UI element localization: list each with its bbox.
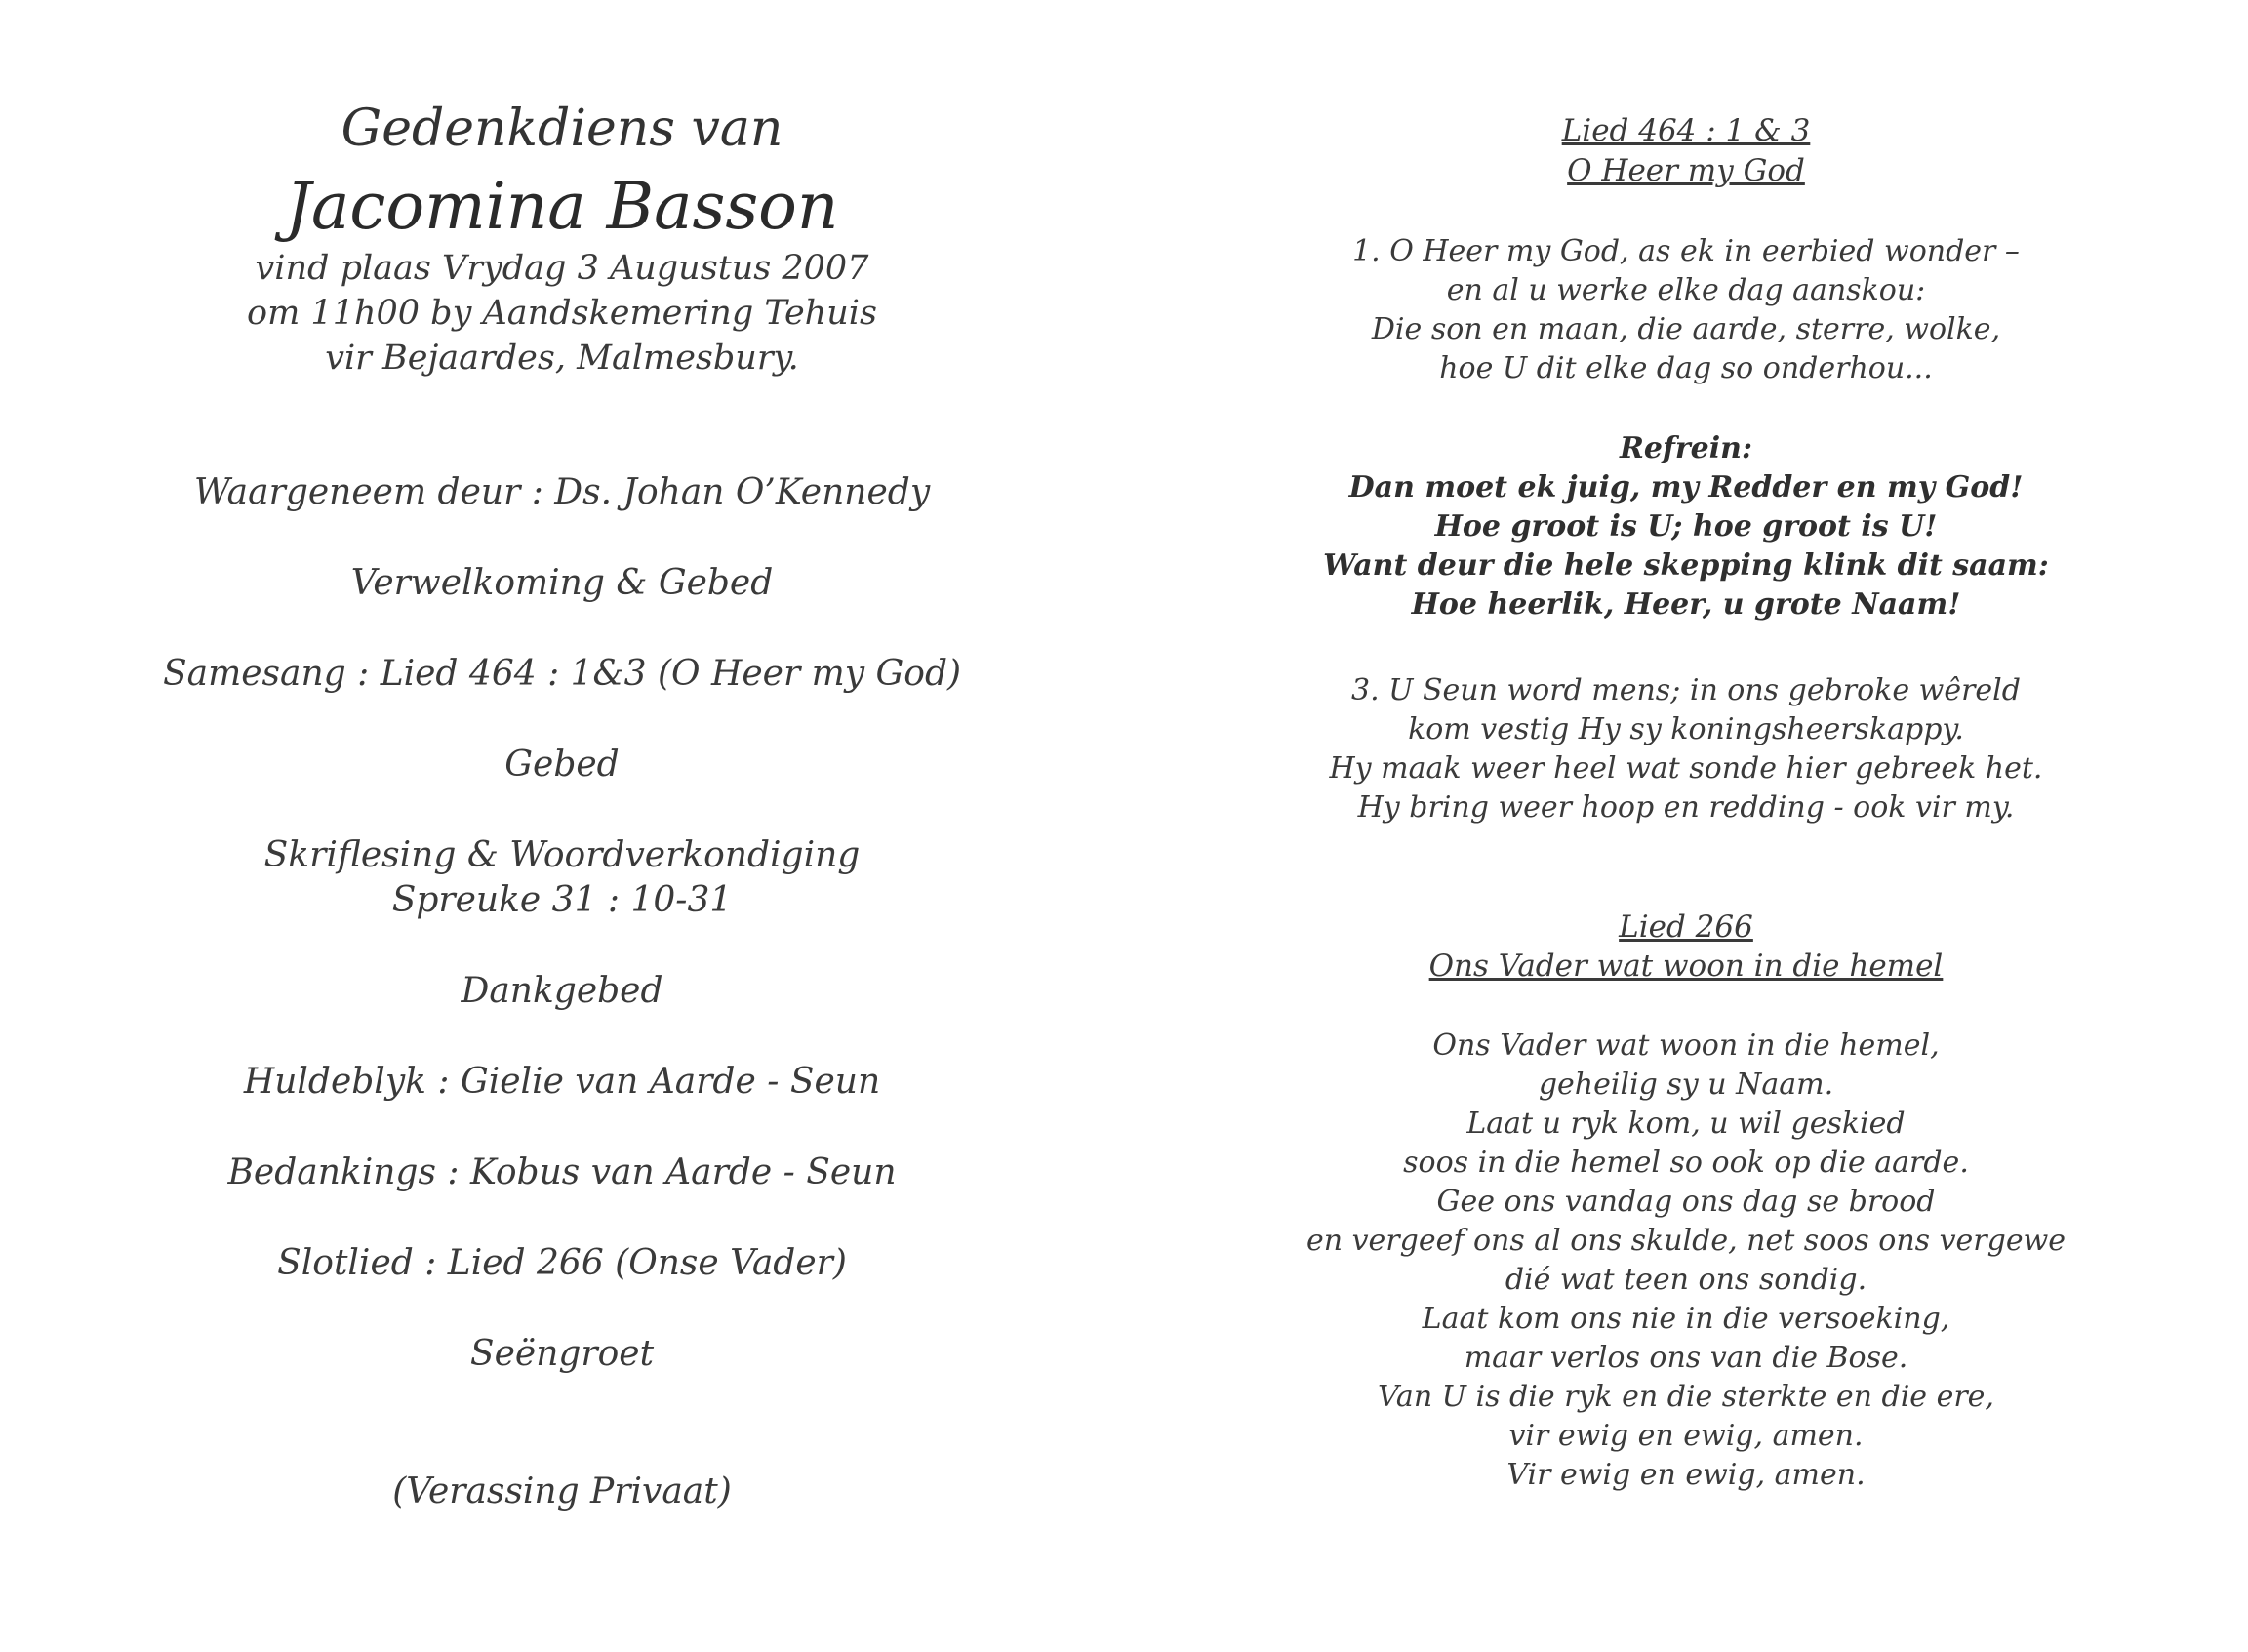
- prayer-line: soos in die hemel so ook op die aarde.: [1403, 1146, 1969, 1180]
- refrain-line: Hoe heerlik, Heer, u grote Naam!: [1411, 587, 1961, 622]
- prayer-line: Ons Vader wat woon in die hemel,: [1432, 1028, 1940, 1063]
- prayer-line: dié wat teen ons sondig.: [1505, 1263, 1867, 1297]
- program-item: Bedankings : Kobus van Aarde - Seun: [227, 1152, 897, 1192]
- program-item: Skriflesing & Woordverkondiging: [263, 835, 861, 875]
- hymn1-number: Lied 464 : 1 & 3: [1561, 113, 1811, 148]
- program-item: Huldeblyk : Gielie van Aarde - Seun: [243, 1062, 881, 1102]
- refrain-line: Dan moet ek juig, my Redder en my God!: [1348, 470, 2024, 504]
- hymn1-title: O Heer my God: [1567, 153, 1805, 188]
- prayer-line: Gee ons vandag ons dag se brood: [1436, 1185, 1936, 1219]
- verse-line: kom vestig Hy sy koningsheerskappy.: [1408, 712, 1964, 746]
- verse-line: 3. U Seun word mens; in ons gebroke wêreld: [1351, 673, 2021, 707]
- prayer-line: Vir ewig en ewig, amen.: [1506, 1458, 1866, 1492]
- hymn2-number: Lied 266: [1619, 909, 1753, 945]
- refrain-line: Want deur die hele skepping klink dit saam:: [1323, 548, 2049, 583]
- prayer-line: Laat u ryk kom, u wil geskied: [1466, 1107, 1906, 1141]
- deceased-name: Jacomina Basson: [285, 169, 839, 244]
- program-item: Dankgebed: [461, 971, 663, 1011]
- hymn2-title: Ons Vader wat woon in die hemel: [1428, 948, 1944, 984]
- verse-line: en al u werke elke dag aanskou:: [1446, 273, 1926, 307]
- verse-line: Hy maak weer heel wat sonde hier gebreek het.: [1329, 751, 2043, 786]
- prayer-line: geheilig sy u Naam.: [1538, 1068, 1834, 1102]
- info-line: vind plaas Vrydag 3 Augustus 2007: [255, 249, 869, 288]
- program-item: Slotlied : Lied 266 (Onse Vader): [277, 1243, 847, 1283]
- info-line: vir Bejaardes, Malmesbury.: [325, 339, 799, 378]
- refrain-line: Hoe groot is U; hoe groot is U!: [1434, 509, 1938, 544]
- prayer-line: vir ewig en ewig, amen.: [1508, 1419, 1864, 1453]
- right-page: [1124, 0, 2248, 1652]
- prayer-line: maar verlos ons van die Bose.: [1464, 1341, 1908, 1375]
- prayer-line: en vergeef ons al ons skulde, net soos ons vergewe: [1305, 1224, 2067, 1258]
- hymn2-text: [1124, 1027, 2248, 1495]
- memorial-title: Gedenkdiens van: [341, 100, 783, 158]
- hymn1-verse1: [1124, 232, 2248, 388]
- verse-line: 1. O Heer my God, as ek in eerbied wonder –: [1352, 234, 2020, 268]
- program-note: (Verassing Privaat): [392, 1471, 732, 1511]
- hymn1-refrain: [1124, 429, 2248, 625]
- verse-line: hoe U dit elke dag so onderhou...: [1439, 351, 1933, 385]
- refrain-label: Refrein:: [1619, 431, 1753, 465]
- program-item: Seëngroet: [469, 1334, 655, 1374]
- verse-line: Die son en maan, die aarde, sterre, wolke,: [1371, 312, 2001, 346]
- prayer-line: Laat kom ons nie in die versoeking,: [1422, 1302, 1950, 1336]
- hymn1-verse3: [1124, 671, 2248, 827]
- prayer-line: Van U is die ryk en die sterkte en die ere,: [1378, 1380, 1994, 1414]
- info-line: om 11h00 by Aandskemering Tehuis: [247, 294, 877, 333]
- program-item: Gebed: [504, 745, 620, 785]
- program-item: Verwelkoming & Gebed: [350, 563, 774, 603]
- program-item: Spreuke 31 : 10-31: [391, 880, 733, 920]
- verse-line: Hy bring weer hoop en redding - ook vir my.: [1357, 790, 2015, 825]
- service-info: [0, 246, 1124, 381]
- program-officiant: Waargeneem deur : Ds. Johan O’Kennedy: [193, 472, 931, 512]
- program-item: Samesang : Lied 464 : 1&3 (O Heer my God): [162, 654, 962, 694]
